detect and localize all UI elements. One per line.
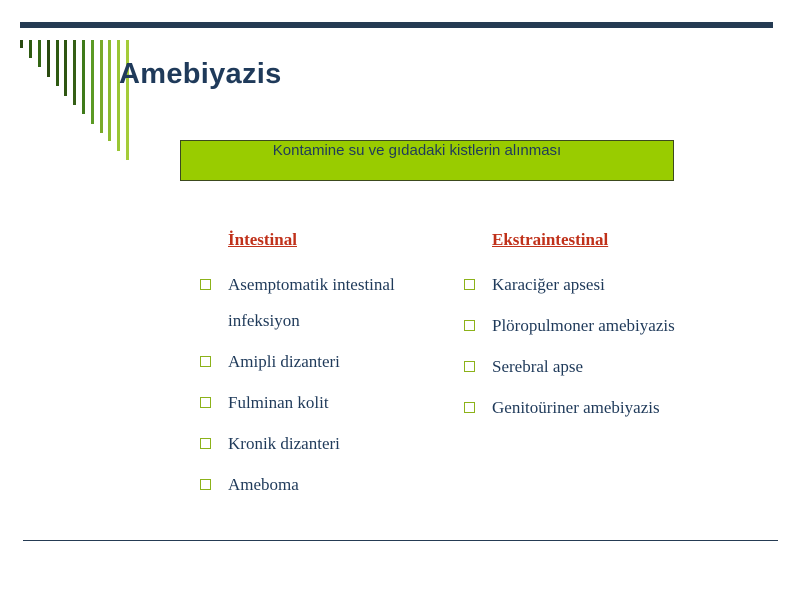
list-item bbox=[196, 426, 446, 462]
list-item-text: Plöropulmoner amebiyazis bbox=[492, 316, 675, 335]
hollow-square-bullet-icon bbox=[464, 279, 475, 290]
column-extraintestinal bbox=[460, 226, 760, 431]
list-item-text: Fulminan kolit bbox=[228, 393, 329, 412]
hollow-square-bullet-icon bbox=[200, 356, 211, 367]
highlight-text: Kontamine su ve gıdadaki kistlerin alınması bbox=[272, 142, 562, 159]
hollow-square-bullet-icon bbox=[200, 279, 211, 290]
list-item-text: Karaciğer apsesi bbox=[492, 275, 605, 294]
list-item bbox=[460, 390, 760, 426]
list-item-text: Genitoüriner amebiyazis bbox=[492, 398, 660, 417]
list-item bbox=[460, 308, 760, 344]
list-item bbox=[460, 267, 760, 303]
hollow-square-bullet-icon bbox=[464, 361, 475, 372]
hollow-square-bullet-icon bbox=[200, 397, 211, 408]
list-item bbox=[196, 267, 446, 339]
hollow-square-bullet-icon bbox=[464, 320, 475, 331]
list-item bbox=[460, 349, 760, 385]
bullet-list-extraintestinal bbox=[460, 267, 760, 426]
list-item bbox=[196, 385, 446, 421]
list-item-text: Amipli dizanteri bbox=[228, 352, 340, 371]
column-heading-extraintestinal: Ekstraintestinal bbox=[492, 230, 609, 249]
slide-title: Amebiyazis bbox=[119, 58, 282, 90]
highlight-box bbox=[180, 140, 674, 181]
bullet-list-intestinal bbox=[196, 267, 446, 503]
list-item-text: Kronik dizanteri bbox=[228, 434, 340, 453]
list-item bbox=[196, 344, 446, 380]
list-item-text: Asemptomatik intestinal infeksiyon bbox=[228, 275, 395, 330]
hollow-square-bullet-icon bbox=[200, 479, 211, 490]
column-heading-intestinal: İntestinal bbox=[228, 230, 297, 249]
list-item-text: Serebral apse bbox=[492, 357, 584, 376]
hollow-square-bullet-icon bbox=[464, 402, 475, 413]
hollow-square-bullet-icon bbox=[200, 438, 211, 449]
list-item bbox=[196, 467, 446, 503]
bottom-divider bbox=[23, 540, 778, 541]
list-item-text: Ameboma bbox=[228, 475, 299, 494]
column-intestinal bbox=[196, 226, 446, 508]
